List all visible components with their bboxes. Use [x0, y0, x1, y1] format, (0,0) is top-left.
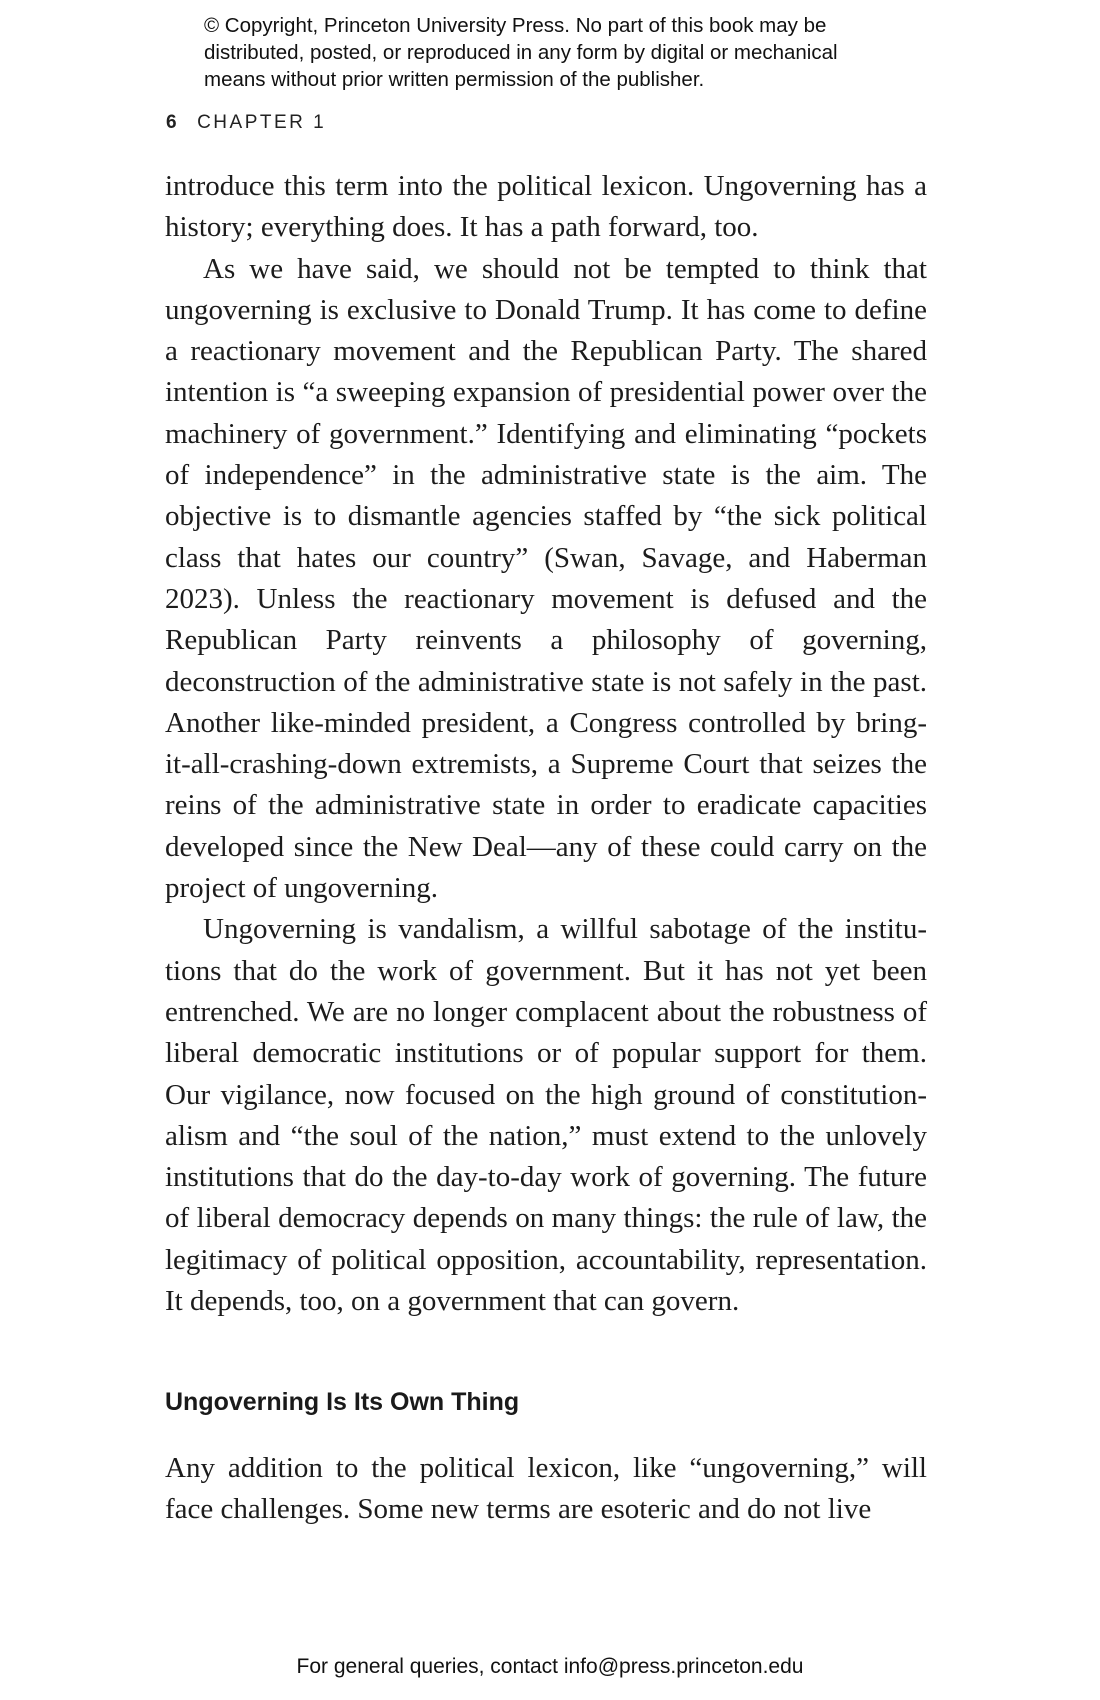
- chapter-label: CHAPTER 1: [197, 112, 327, 133]
- paragraph: As we have said, we should not be tempted to think that ungoverning is exclusive to Donald Trump. It has come to define a reactionary movement and the Republican Party. The shared intention is “a sweeping expansion of presidential power over the machinery of government.” Identifying and eliminating “pockets of independence” in the administrative state is the aim. The objective is to dismantle agencies staffed by “the sick political class that hates our country” (Swan, Savage, and Haberman 2023). Unless the reactionary movement is defused and the Republican Party reinvents a philosophy of governing, deconstruction of the administrative state is not safely in the past. Another like-minded president, a Congress controlled by bring-it-all-crashing-down extremists, a Supreme Court that seizes the reins of the administrative state in order to eradicate capacities developed since the New Deal—any of these could carry on the project of ungoverning.: [165, 252, 927, 905]
- paragraph: Ungoverning is vandalism, a willful sabotage of the institutions that do the work of government. But it has not yet been entrenched. We are no longer complacent about the robustness of liberal democratic institutions or of popular support for them. Our vigilance, now focused on the high ground of constitutionalism and “the soul of the nation,” must extend to the unlovely institutions that do the day-to-day work of governing. The future of liberal democracy depends on many things: the rule of law, the legitimacy of political opposition, accountability, representation. It depends, too, on a government that can govern.: [165, 913, 927, 1318]
- running-head: [166, 112, 326, 134]
- body-text: [165, 166, 927, 1322]
- page-number: 6: [166, 112, 180, 133]
- paragraph: Any addition to the political lexicon, like “ungoverning,” will face challenges. Some new terms are esoteric and do not live: [165, 1452, 927, 1526]
- section-body-text: [165, 1448, 927, 1531]
- footer-contact: For general queries, contact info@press.princeton.edu: [296, 1655, 804, 1678]
- section-heading: Ungoverning Is Its Own Thing: [165, 1388, 520, 1416]
- paragraph: introduce this term into the political lexicon. Ungoverning has a history; everything does. It has a path forward, too.: [165, 170, 927, 244]
- copyright-notice: © Copyright, Princeton University Press. No part of this book may be distributed, posted, or reproduced in any form by digital or mechanical means without prior written permission of the publisher.: [204, 14, 838, 91]
